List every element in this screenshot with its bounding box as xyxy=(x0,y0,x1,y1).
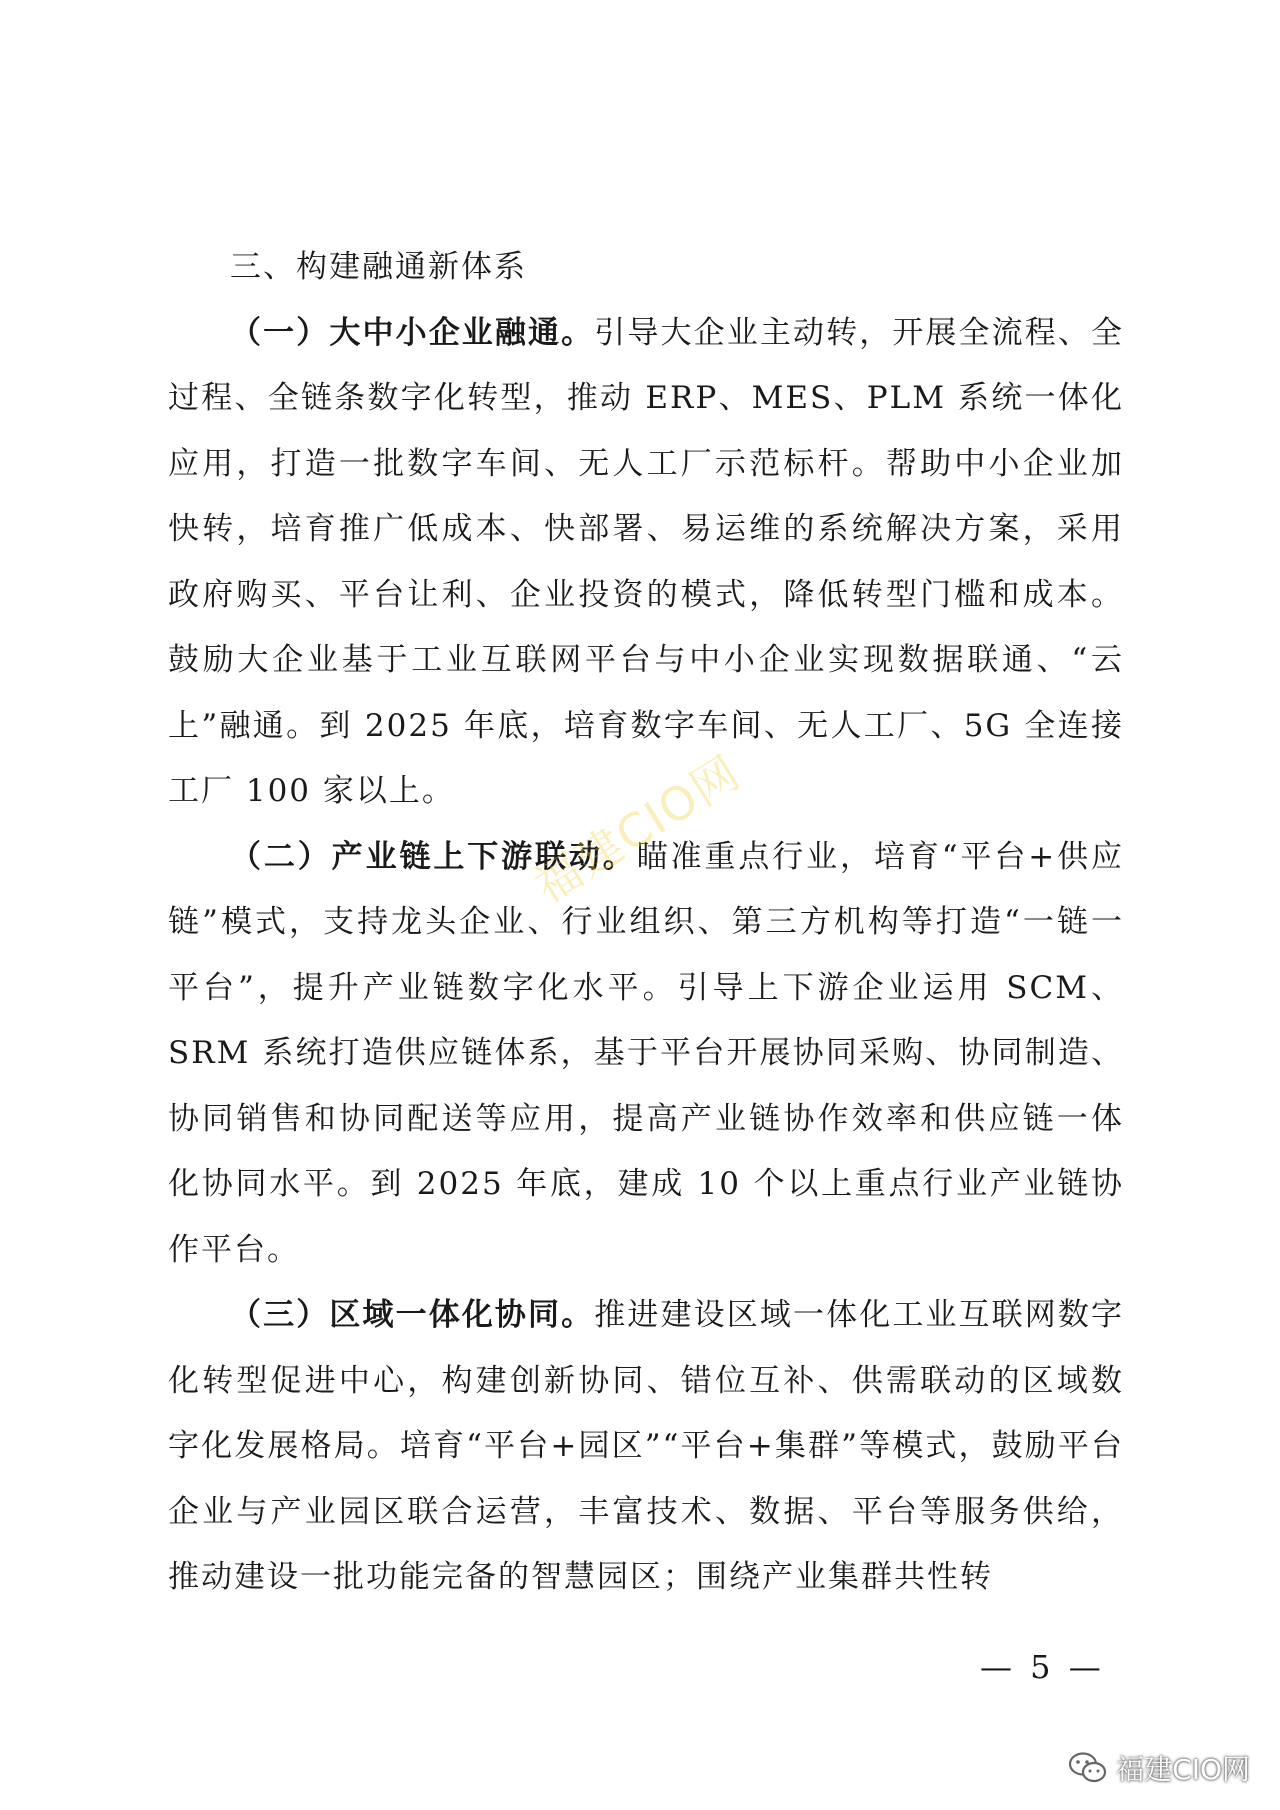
watermark: 福建CIO网 xyxy=(524,744,751,914)
paragraph-3-text: 推进建设区域一体化工业互联网数字化转型促进中心，构建创新协同、错位互补、供需联动的区域数字化发展格局。培育“平台+园区”“平台+集群”等模式，鼓励平台企业与产业园区联合运营，丰富技术、数据、平台等服务供给，推动建设一批功能完备的智慧园区；围绕产业集群共性转 xyxy=(168,1297,1125,1595)
paragraph-2 xyxy=(168,825,1124,1284)
document-body xyxy=(168,235,1124,1611)
source-mark-text: 福建CIO网 xyxy=(1116,1753,1250,1786)
paragraph-1 xyxy=(168,301,1124,825)
paragraph-2-title: （二）产业链上下游联动。 xyxy=(230,838,637,875)
paragraph-3-title: （三）区域一体化协同。 xyxy=(230,1297,595,1333)
source-mark xyxy=(1068,1748,1250,1788)
paragraph-1-text: 引导大企业主动转，开展全流程、全过程、全链条数字化转型，推动 ERP、MES、PLM 系统一体化应用，打造一批数字车间、无人工厂示范标杆。帮助中小企业加快转，培育推广低成本、快部署、易运维的系统解决方案，采用政府购买、平台让利、企业投资的模式，降低转型门槛和成本。鼓励大企业基于工业互联网平台与中小企业实现数据联通、“云上”融通。到 2025 年底，培育数字车间、无人工厂、5G 全连接工厂 100 家以上。 xyxy=(168,314,1125,809)
page-number: — 5 — xyxy=(980,1648,1105,1686)
paragraph-2-text: 瞄准重点行业，培育“平台+供应链”模式，支持龙头企业、行业组织、第三方机构等打造“一链一平台”，提升产业链数字化水平。引导上下游企业运用 SCM、SRM 系统打造供应链体系，基于平台开展协同采购、协同制造、协同销售和协同配送等应用，提高产业链协作效率和供应链一体化协同水平。到 2025 年底，建成 10 个以上重点行业产业链协作平台。 xyxy=(168,838,1125,1268)
paragraph-1-title: （一）大中小企业融通。 xyxy=(230,314,595,351)
wechat-icon xyxy=(1068,1751,1108,1785)
section-heading: 三、构建融通新体系 xyxy=(230,249,527,285)
paragraph-3 xyxy=(168,1283,1124,1611)
